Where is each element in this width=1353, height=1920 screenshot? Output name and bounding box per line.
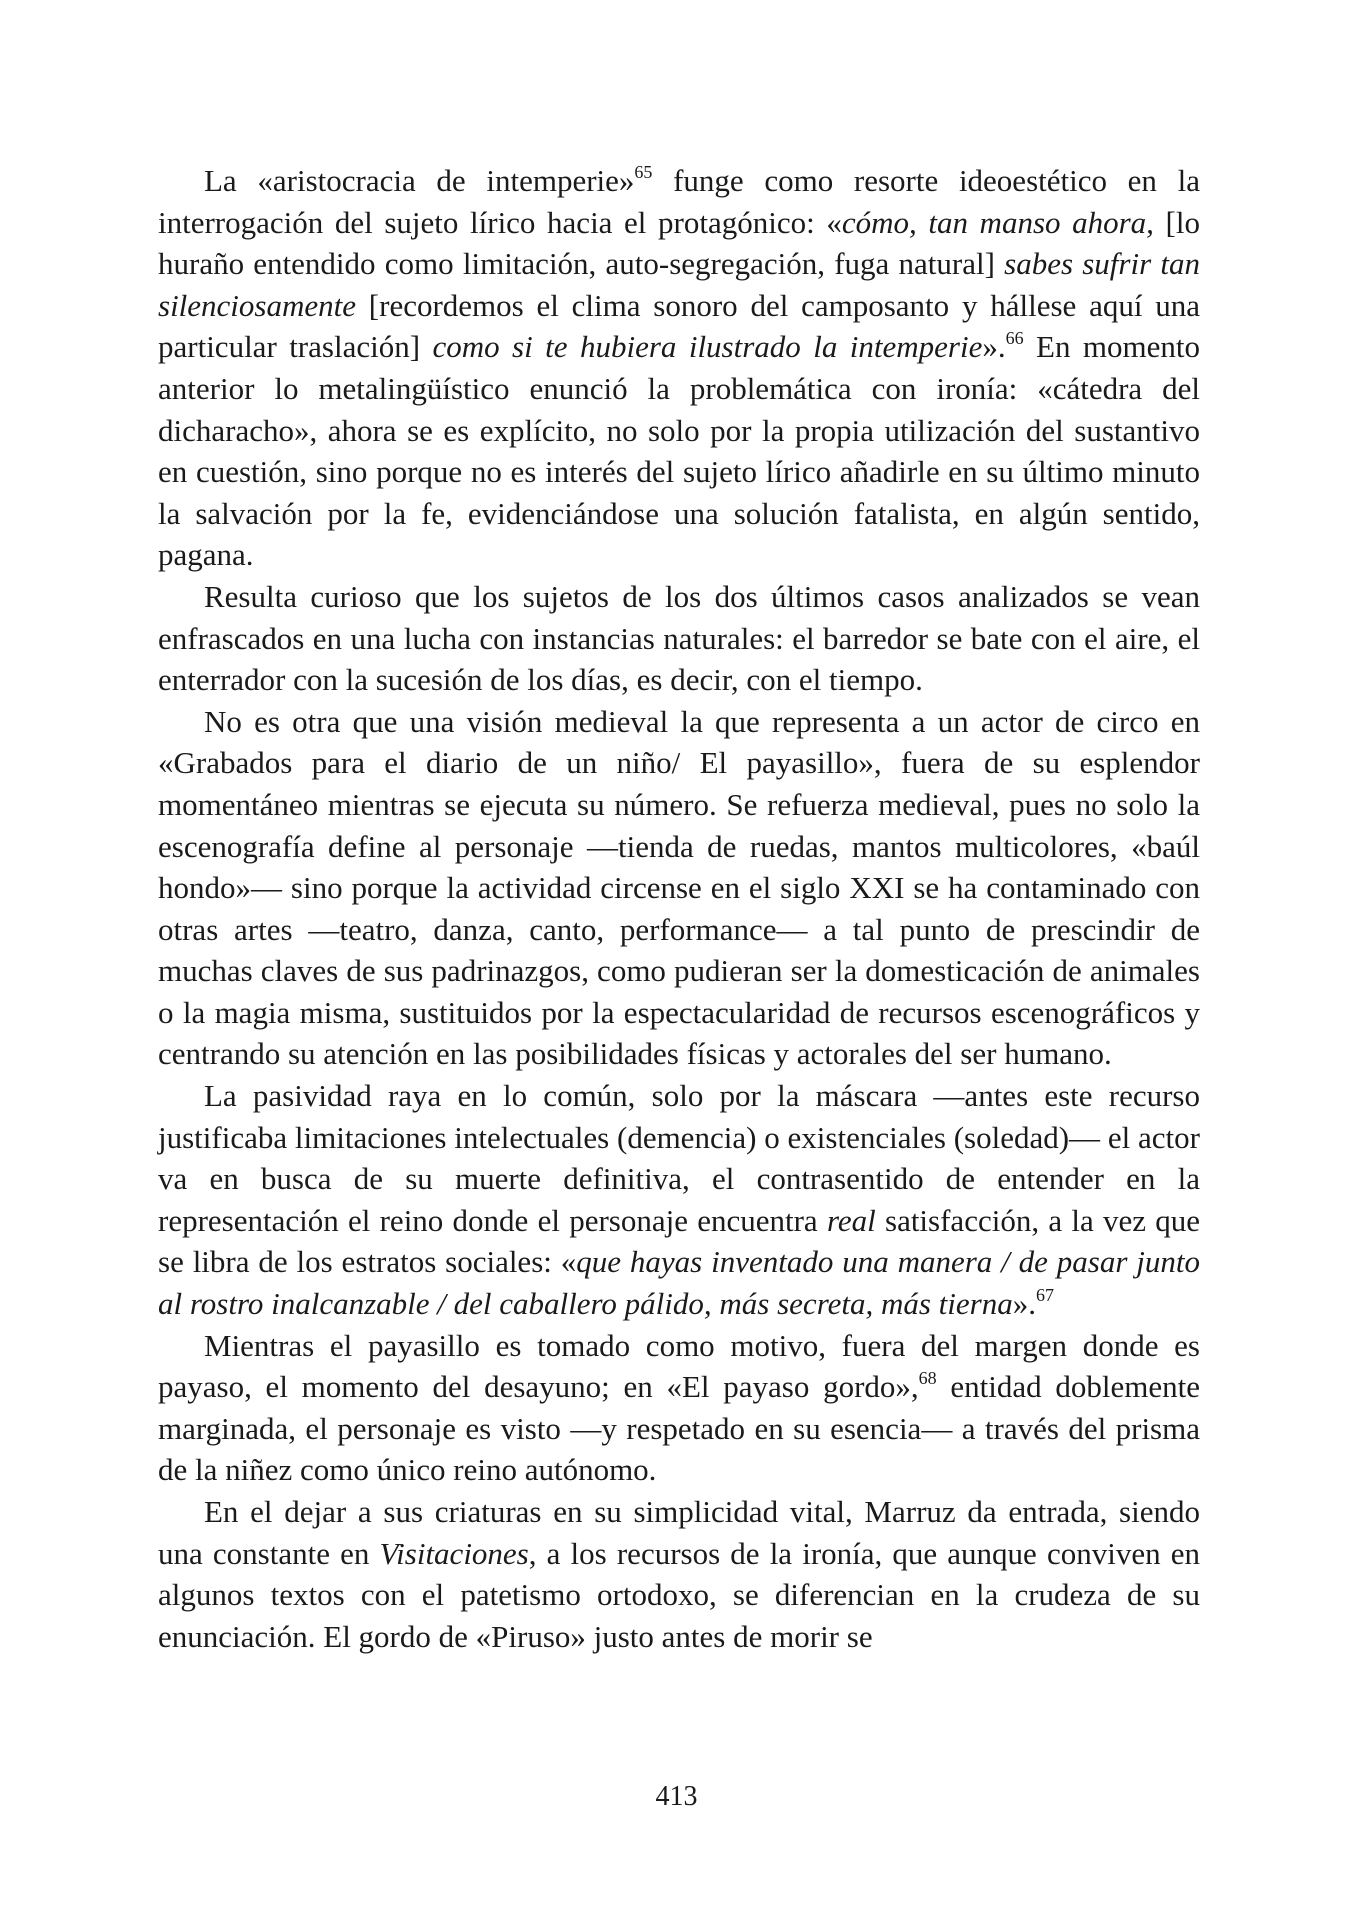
page-body: [158, 160, 1200, 1657]
paragraph: [158, 1075, 1200, 1325]
text-run: ».: [1012, 1286, 1036, 1322]
text-run: En el dejar a sus criaturas en su simplicidad vital, Marruz da entrada, siendo una constante en: [158, 1494, 1200, 1571]
text-run: La «aristocracia de intemperie»: [204, 163, 635, 198]
italic-text: como si te hubiera ilustrado la intemperie: [432, 329, 983, 365]
text-run: satisfacción, a la vez que se libra de los estratos sociales: «: [158, 1202, 1200, 1280]
italic-text: que hayas inventado una manera / de pasar junto al rostro inalcanzable / del caballero pálido, más secreta, más tierna: [158, 1244, 1200, 1322]
text-run: [recordemos el clima sonoro del camposanto y hállese aquí una particular traslación]: [158, 287, 1200, 365]
footnote-ref: 66: [1005, 328, 1024, 349]
text-run: La pasividad raya en lo común, solo por la máscara —antes este recurso justificaba limitaciones intelectuales (demencia) o existenciales (soledad)— el actor va en busca de su muerte definitiva, el contrasentido de entender en la representación el reino donde el personaje encuentra: [158, 1078, 1200, 1238]
text-run: [lo huraño entendido como limitación, auto-segregación, fuga natural]: [158, 204, 1200, 282]
text-run: ».: [982, 329, 1006, 365]
page-number: 413: [655, 1781, 698, 1812]
italic-text: cómo, tan manso ahora,: [841, 204, 1154, 240]
footnote-ref: 68: [918, 1367, 937, 1388]
paragraph: [158, 701, 1200, 1075]
text-run: Resulta curioso que los sujetos de los dos últimos casos analizados se vean enfrascados en una lucha con instancias naturales: el barredor se bate con el aire, el enterrador con la sucesión de los días, es decir, con el tiempo.: [158, 578, 1200, 698]
paragraph: [158, 1491, 1200, 1657]
italic-text: Visitaciones: [379, 1535, 529, 1571]
text-run: , a los recursos de la ironía, que aunque conviven en algunos textos con el patetismo ortodoxo, se diferencian en la crudeza de su enunciación. El gordo de «Piruso» justo antes de morir se: [158, 1535, 1200, 1654]
text-run: En momento anterior lo metalingüístico enunció la problemática con ironía: «cátedra del dicharacho», ahora se es explícito, no solo por la propia utilización del sustantivo en cuestión, sino porque no es interés del sujeto lírico añadirle en su último minuto la salvación por la fe, evidenciándose una solución fatalista, en algún sentido, pagana.: [158, 329, 1200, 573]
text-run: entidad doblemente marginada, el personaje es visto —y respetado en su esencia— a través del prisma de la niñez como único reino autónomo.: [158, 1369, 1200, 1488]
text-run: No es otra que una visión medieval la que representa a un actor de circo en «Grabados para el diario de un niño/ El payasillo», fuera de su esplendor momentáneo mientras se ejecuta su número. Se refuerza medieval, pues no solo la escenografía define al personaje —tienda de ruedas, mantos multicolores, «baúl hondo»— sino porque la actividad circense en el siglo XXI se ha contaminado con otras artes —teatro, danza, canto, performance— a tal punto de prescindir de muchas claves de sus padrinazgos, como pudieran ser la domesticación de animales o la magia misma, sustituidos por la espectacularidad de recursos escenográficos y centrando su atención en las posibilidades físicas y actorales del ser humano.: [158, 703, 1200, 1072]
footnote-ref: 65: [634, 161, 653, 182]
text-run: funge como resorte ideoestético en la interrogación del sujeto lírico hacia el protagónico: «: [158, 163, 1200, 240]
paragraph: [158, 1325, 1200, 1491]
italic-text: real: [826, 1202, 876, 1238]
footnote-ref: 67: [1035, 1284, 1054, 1305]
paragraph: [158, 160, 1200, 576]
italic-text: sabes sufrir tan silenciosamente: [158, 246, 1200, 323]
paragraph: [158, 576, 1200, 701]
text-run: Mientras el payasillo es tomado como motivo, fuera del margen donde es payaso, el momento del desayuno; en «El payaso gordo»,: [158, 1327, 1200, 1405]
